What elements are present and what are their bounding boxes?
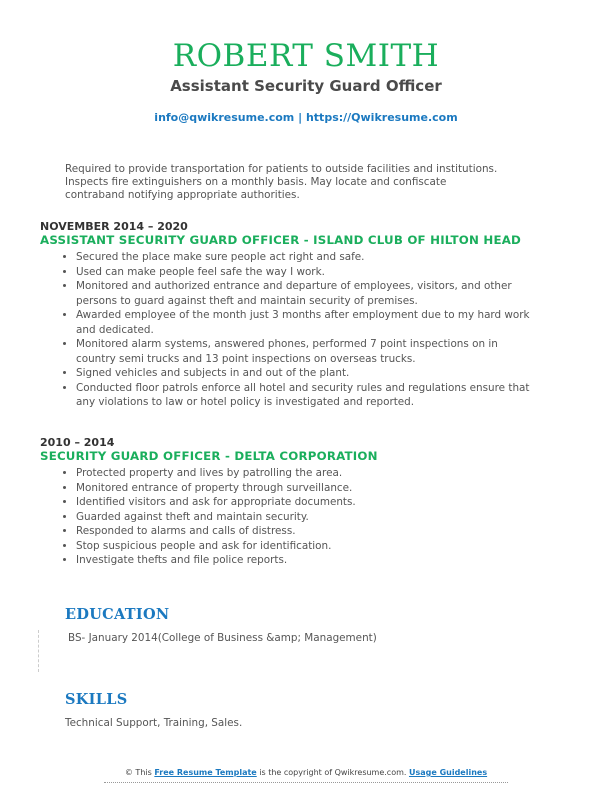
list-item: • Protected property and lives by patrolling the area. (76, 466, 540, 481)
job-dates: NOVEMBER 2014 – 2020 (40, 220, 188, 233)
list-item: • Identified visitors and ask for appropriate documents. (76, 495, 540, 510)
list-item: • Stop suspicious people and ask for identification. (76, 539, 540, 554)
summary-text: Required to provide transportation for patients to outside facilities and institutions. Inspects fire extinguishers on a monthly basis. May locate and confiscate contraband notifying appropriate authorities. (65, 163, 498, 201)
contact-line (0, 111, 612, 124)
candidate-name: ROBERT SMITH (172, 38, 440, 74)
usage-guidelines-link[interactable]: Usage Guidelines (408, 768, 488, 777)
footer-middle: is the copyright of Qwikresume.com. (256, 768, 409, 777)
list-item: • Awarded employee of the month just 3 months after employment due to my hard work and dedicated. (76, 308, 540, 337)
experience-entry-2 (40, 436, 540, 568)
list-item: • Monitored and authorized entrance and departure of employees, visitors, and other persons to guard against theft and maintain security of premises. (76, 279, 540, 308)
list-item: • Used can make people feel safe the way I work. (76, 265, 540, 280)
list-item: • Monitored entrance of property through surveillance. (76, 481, 540, 496)
skills-text: Technical Support, Training, Sales. (65, 717, 243, 729)
footer-divider (104, 782, 508, 783)
job-bullets (40, 466, 540, 568)
list-item: • Monitored alarm systems, answered phones, performed 7 point inspections on in country semi trucks and 13 point inspections on overseas trucks. (76, 337, 540, 366)
list-item: • Guarded against theft and maintain security. (76, 510, 540, 525)
education-heading: EDUCATION (65, 606, 170, 623)
contact-separator: | (294, 111, 306, 124)
list-item: • Investigate thefts and file police reports. (76, 553, 540, 568)
email-link[interactable]: info@qwikresume.com (154, 111, 295, 124)
footer (0, 768, 612, 777)
footer-prefix: © This (124, 768, 155, 777)
list-item: • Secured the place make sure people act right and safe. (76, 250, 540, 265)
job-title: ASSISTANT SECURITY GUARD OFFICER - ISLAND CLUB OF HILTON HEAD (40, 233, 522, 247)
education-divider (38, 630, 39, 672)
free-template-link[interactable]: Free Resume Template (154, 768, 257, 777)
list-item: • Signed vehicles and subjects in and out of the plant. (76, 366, 540, 381)
website-link[interactable]: https://Qwikresume.com (305, 111, 458, 124)
skills-heading: SKILLS (65, 691, 128, 708)
candidate-role: Assistant Security Guard Officer (170, 77, 442, 95)
job-bullets (40, 250, 540, 410)
education-entry: BS- January 2014(College of Business &amp; Management) (68, 632, 377, 644)
job-title: SECURITY GUARD OFFICER - DELTA CORPORATION (40, 449, 378, 463)
list-item: • Responded to alarms and calls of distress. (76, 524, 540, 539)
list-item: • Conducted floor patrols enforce all hotel and security rules and regulations ensure that any violations to law or hotel policy is investigated and reported. (76, 381, 540, 410)
job-dates: 2010 – 2014 (40, 436, 115, 449)
experience-entry-1 (40, 220, 540, 410)
